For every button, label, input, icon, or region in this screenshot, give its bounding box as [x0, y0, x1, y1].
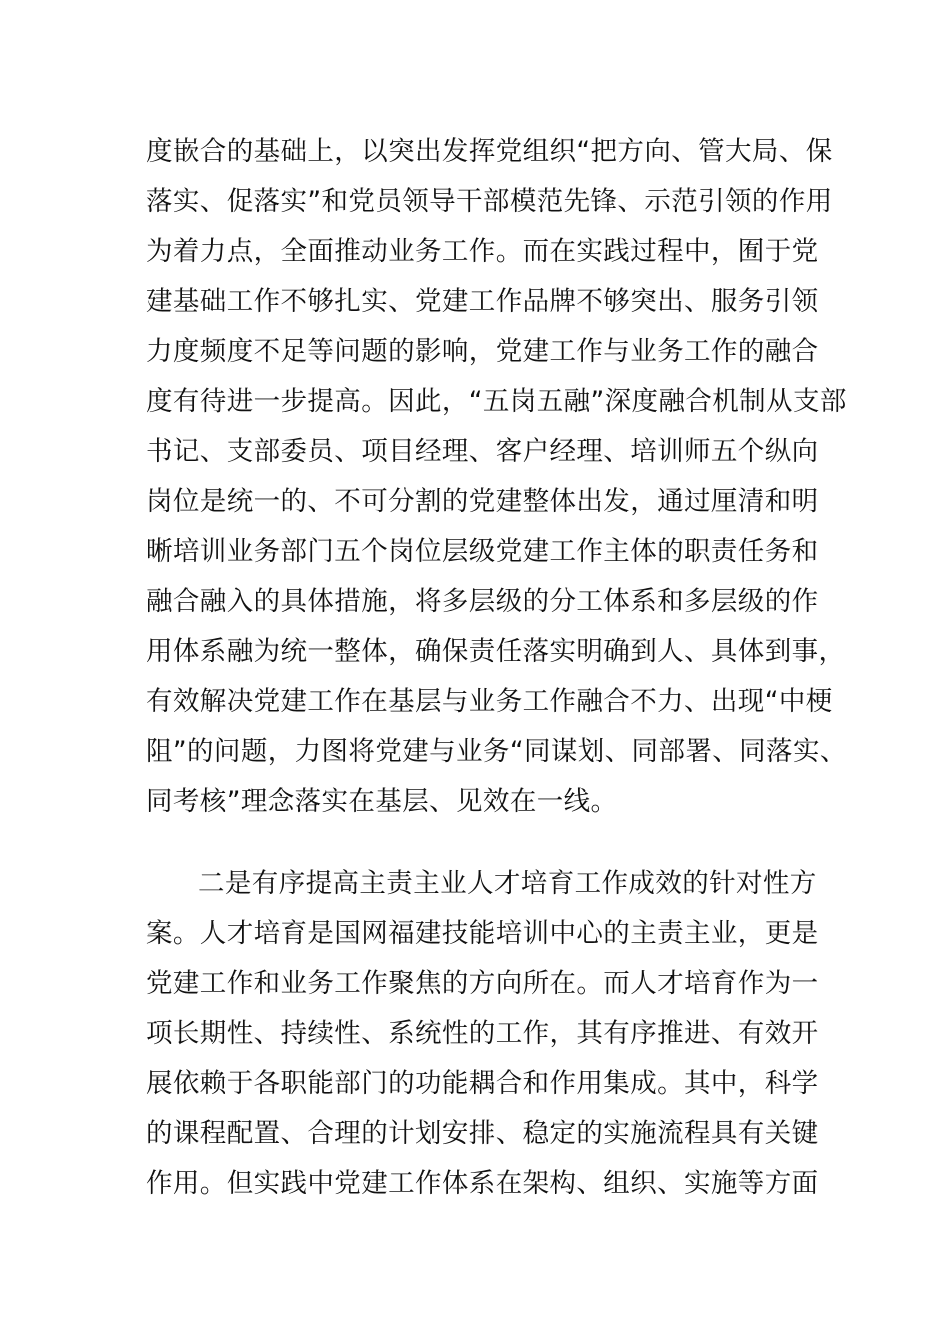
text-line: 案。人才培育是国网福建技能培训中心的主责主业，更是 [146, 918, 819, 949]
text-line: 的课程配置、合理的计划安排、稳定的实施流程具有关键 [146, 1118, 819, 1149]
text-line: 融合融入的具体措施，将多层级的分工体系和多层级的作 [146, 586, 819, 617]
text-line: 建基础工作不够扎实、党建工作品牌不够突出、服务引领 [146, 286, 819, 317]
text-line: 度有待进一步提高。因此，“五岗五融”深度融合机制从支部 [146, 386, 847, 417]
text-line-indented: 二是有序提高主责主业人才培育工作成效的针对性方 [198, 868, 817, 899]
text-line: 落实、促落实”和党员领导干部模范先锋、示范引领的作用 [146, 186, 833, 217]
text-line: 力度频度不足等问题的影响，党建工作与业务工作的融合 [146, 336, 819, 367]
text-line: 为着力点，全面推动业务工作。而在实践过程中，囿于党 [146, 236, 819, 267]
text-line: 项长期性、持续性、系统性的工作，其有序推进、有效开 [146, 1018, 819, 1049]
text-line: 党建工作和业务工作聚焦的方向所在。而人才培育作为一 [146, 968, 819, 999]
text-line: 作用。但实践中党建工作体系在架构、组织、实施等方面 [146, 1168, 819, 1199]
text-line: 同考核”理念落实在基层、见效在一线。 [146, 786, 618, 817]
text-line: 岗位是统一的、不可分割的党建整体出发，通过厘清和明 [146, 486, 819, 517]
text-line: 有效解决党建工作在基层与业务工作融合不力、出现“中梗 [146, 686, 833, 717]
paragraph-1 [146, 127, 847, 827]
text-line: 度嵌合的基础上，以突出发挥党组织“把方向、管大局、保 [146, 136, 833, 167]
text-line: 书记、支部委员、项目经理、客户经理、培训师五个纵向 [146, 436, 819, 467]
text-line: 阻”的问题，力图将党建与业务“同谋划、同部署、同落实、 [146, 736, 847, 767]
text-line: 晰培训业务部门五个岗位层级党建工作主体的职责任务和 [146, 536, 819, 567]
paragraph-2 [146, 859, 836, 1209]
text-line: 用体系融为统一整体，确保责任落实明确到人、具体到事， [146, 636, 846, 667]
text-line: 展依赖于各职能部门的功能耦合和作用集成。其中，科学 [146, 1068, 819, 1099]
